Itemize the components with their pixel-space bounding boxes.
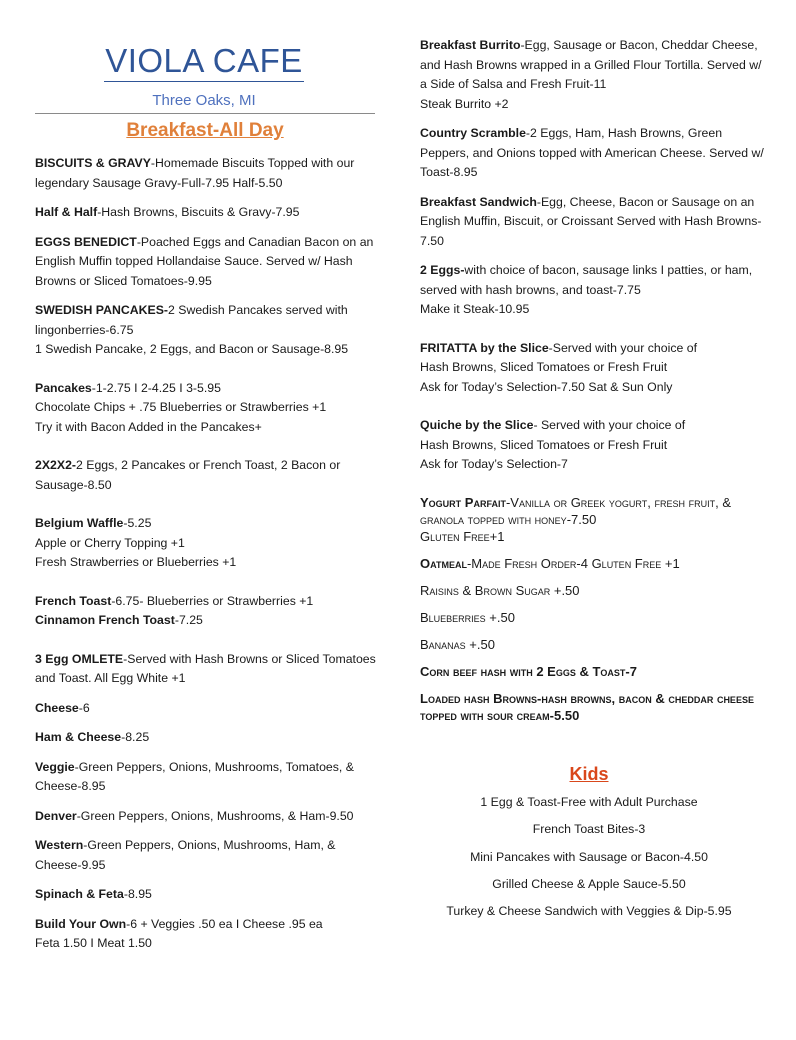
item-name: Ham & Cheese xyxy=(35,730,122,744)
menu-item-quiche xyxy=(420,416,770,475)
cafe-location: Three Oaks, MI xyxy=(152,92,256,109)
menu-item-two-eggs xyxy=(420,261,770,320)
item-extra: Chocolate Chips + .75 Blueberries or Strawberries +1 xyxy=(35,400,327,414)
menu-item-spinach-feta xyxy=(35,885,380,905)
menu-item-ham-cheese xyxy=(35,728,380,748)
item-desc: -Green Peppers, Onions, Mushrooms, Tomatoes, & Cheese-8.95 xyxy=(35,759,354,793)
menu-item-half-and-half xyxy=(35,203,380,223)
item-desc: - Served with your choice of xyxy=(533,418,686,432)
item-name: SWEDISH PANCAKES- xyxy=(35,303,168,317)
item-name: Yogurt Parfait xyxy=(420,494,506,510)
menu-item-denver xyxy=(35,807,380,827)
item-desc: -Egg, Sausage or Bacon, Cheddar Cheese, and Hash Browns wrapped in a Grilled Flour Tortilla. Served w/ a Side of Salsa and Fresh Fruit-11 xyxy=(420,38,762,91)
item-desc: -7.25 xyxy=(174,613,203,627)
menu-item-oatmeal xyxy=(420,555,770,572)
item-extra: Hash Browns, Sliced Tomatoes or Fresh Fruit xyxy=(420,437,668,452)
menu-item-fritatta xyxy=(420,339,770,398)
item-extra: Apple or Cherry Topping +1 xyxy=(35,535,185,550)
menu-item-omelete xyxy=(35,650,380,689)
kids-item: Mini Pancakes with Sausage or Bacon-4.50 xyxy=(470,849,708,864)
item-name: 3 Egg OMLETE xyxy=(35,651,124,666)
item-desc: -Egg, Cheese, Bacon or Sausage on an English Muffin, Biscuit, or Croissant Served with Hash Browns-7.50 xyxy=(420,194,762,248)
menu-item-breakfast-sandwich xyxy=(420,193,770,252)
item-name: Breakfast Burrito xyxy=(420,38,521,52)
item-desc: -6 + Veggies .50 ea I Cheese .95 ea xyxy=(126,916,323,931)
section-title: Breakfast-All Day xyxy=(126,120,284,141)
left-column xyxy=(35,42,380,964)
menu-item-biscuits-gravy xyxy=(35,154,380,193)
item-name: Half & Half xyxy=(35,205,98,219)
kids-section xyxy=(420,764,758,929)
item-desc: -Poached Eggs and Canadian Bacon on an English Muffin topped Hollandaise Sauce. Served w/ Hash Browns or Sliced Tomatoes-9.95 xyxy=(35,234,374,288)
menu-item-breakfast-burrito xyxy=(420,36,770,114)
masthead xyxy=(35,42,373,109)
item-desc: -2 Eggs, Ham, Hash Browns, Green Peppers, and Onions topped with American Cheese. Served w/ Toast-8.95 xyxy=(420,126,764,179)
item-desc: -8.25 xyxy=(121,730,150,744)
item-extra: Hash Browns, Sliced Tomatoes or Fresh Fruit xyxy=(420,360,668,374)
item-name: Belgium Waffle xyxy=(35,516,124,530)
menu-item-2x2x2 xyxy=(35,456,380,495)
item-name: EGGS BENEDICT xyxy=(35,234,137,249)
item-name: Breakfast Sandwich xyxy=(420,194,537,209)
item-desc: -8.95 xyxy=(123,887,152,901)
item-name: Quiche by the Slice xyxy=(420,418,534,432)
item-extra: Steak Burrito +2 xyxy=(420,96,509,111)
item-name: BISCUITS & GRAVY xyxy=(35,156,151,170)
menu-item-raisins: Raisins & Brown Sugar +.50 xyxy=(420,582,580,598)
item-name: Build Your Own xyxy=(35,916,127,931)
item-desc: -Hash Browns, Biscuits & Gravy-7.95 xyxy=(97,205,300,219)
item-desc: -Served with your choice of xyxy=(548,340,697,355)
item-desc: -Made Fresh Order-4 Gluten Free +1 xyxy=(466,555,680,571)
item-desc: -Served with Hash Browns or Sliced Tomatoes and Toast. All Egg White +1 xyxy=(35,651,376,685)
menu-item-yogurt-parfait xyxy=(420,494,770,545)
item-extra: Ask for Today’s Selection-7.50 Sat & Sun Only xyxy=(420,379,673,394)
right-column xyxy=(420,36,770,734)
item-name: Veggie xyxy=(35,759,75,774)
item-extra: Feta 1.50 I Meat 1.50 xyxy=(35,936,152,950)
item-desc: -1-2.75 I 2-4.25 I 3-5.95 xyxy=(91,380,221,395)
menu-item-swedish-pancakes xyxy=(35,301,380,360)
item-desc: 2 Swedish Pancakes served with lingonberries-6.75 xyxy=(35,303,348,337)
item-extra: 1 Swedish Pancake, 2 Eggs, and Bacon or Sausage-8.95 xyxy=(35,342,349,356)
cafe-name: VIOLA CAFE xyxy=(104,42,304,82)
menu-item-belgium-waffle xyxy=(35,514,380,573)
item-extra: Try it with Bacon Added in the Pancakes+ xyxy=(35,419,262,434)
item-desc: -Green Peppers, Onions, Mushrooms, & Ham-9.50 xyxy=(76,808,354,823)
header-divider xyxy=(35,113,375,114)
cinnamon-french-toast-line xyxy=(35,611,380,631)
menu-item-bananas: Bananas +.50 xyxy=(420,636,495,652)
item-name: Spinach & Feta xyxy=(35,887,124,901)
item-extra: Make it Steak-10.95 xyxy=(420,302,530,316)
item-name: Country Scramble xyxy=(420,126,526,140)
item-extra: Gluten Free+1 xyxy=(420,528,505,544)
item-name: Cinnamon French Toast xyxy=(35,613,175,627)
item-extra: Ask for Today’s Selection-7 xyxy=(420,457,568,471)
menu-item-build-your-own xyxy=(35,915,380,954)
item-name: French Toast xyxy=(35,593,112,608)
menu-item-loaded-hash-browns: Loaded hash Browns-hash browns, bacon & cheddar cheese topped with sour cream-5.50 xyxy=(420,690,754,723)
item-desc: 2 Eggs, 2 Pancakes or French Toast, 2 Bacon or Sausage-8.50 xyxy=(35,458,341,492)
item-extra: Fresh Strawberries or Blueberries +1 xyxy=(35,555,237,569)
item-desc: -6.75- Blueberries or Strawberries +1 xyxy=(111,593,314,608)
item-desc: with choice of bacon, sausage links I patties, or ham, served with hash browns, and toast-7.75 xyxy=(420,263,753,297)
menu-item-eggs-benedict xyxy=(35,233,380,292)
menu-item-veggie xyxy=(35,758,380,797)
menu-item-corned-beef-hash: Corn beef hash with 2 Eggs & Toast-7 xyxy=(420,663,637,679)
item-desc: -Green Peppers, Onions, Mushrooms, Ham, & Cheese-9.95 xyxy=(35,838,336,872)
item-desc: -5.25 xyxy=(123,516,152,530)
menu-item-pancakes xyxy=(35,379,380,438)
menu-item-cheese xyxy=(35,699,380,719)
item-name: Denver xyxy=(35,808,77,823)
kids-item: Turkey & Cheese Sandwich with Veggies & Dip-5.95 xyxy=(446,904,732,919)
item-name: Cheese xyxy=(35,700,79,715)
item-desc: -6 xyxy=(78,700,90,715)
item-name: Pancakes xyxy=(35,380,92,395)
kids-title: Kids xyxy=(569,764,609,784)
item-desc: -Homemade Biscuits Topped with our legendary Sausage Gravy-Full-7.95 Half-5.50 xyxy=(35,156,355,190)
item-name: Western xyxy=(35,838,84,852)
menu-item-french-toast xyxy=(35,592,380,631)
item-name: 2X2X2- xyxy=(35,458,77,472)
menu-item-country-scramble xyxy=(420,124,770,183)
item-desc: -Vanilla or Greek yogurt, fresh fruit, & granola topped with honey-7.50 xyxy=(420,494,731,527)
item-name: FRITATTA by the Slice xyxy=(420,340,549,355)
french-toast-line xyxy=(35,592,380,612)
kids-item: 1 Egg & Toast-Free with Adult Purchase xyxy=(480,795,698,809)
item-name: 2 Eggs- xyxy=(420,263,465,277)
kids-item: French Toast Bites-3 xyxy=(532,822,646,837)
kids-item: Grilled Cheese & Apple Sauce-5.50 xyxy=(492,876,686,891)
menu-item-western xyxy=(35,836,380,875)
menu-item-blueberries: Blueberries +.50 xyxy=(420,609,515,625)
item-name: Oatmeal xyxy=(420,555,467,571)
